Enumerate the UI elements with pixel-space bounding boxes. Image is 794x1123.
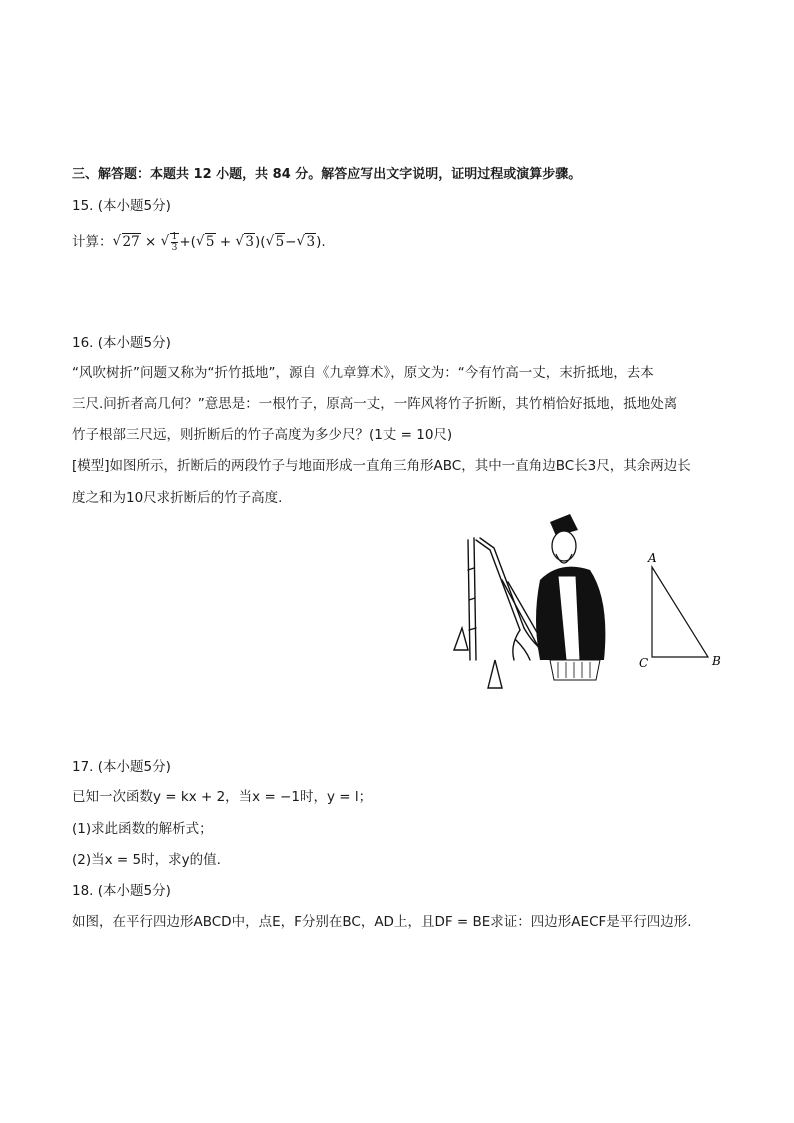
q17-line2: (1)求此函数的解析式； bbox=[72, 821, 213, 837]
q18-header: 18. (本小题5分) bbox=[72, 883, 171, 899]
right-triangle bbox=[652, 567, 708, 657]
triangle-abc-diagram bbox=[630, 545, 730, 675]
section-title: 三、解答题：本题共 12 小题，共 84 分。解答应写出文字说明，证明过程或演算步骤。 bbox=[72, 167, 582, 182]
scholar-figure bbox=[536, 514, 605, 680]
sqrt-one-third: √ $\frac{1}{3}$ bbox=[160, 232, 178, 253]
q15-header: 15. (本小题5分) bbox=[72, 198, 171, 214]
sqrt-27: √ 27 bbox=[112, 233, 140, 250]
q17-header: 17. (本小题5分) bbox=[72, 759, 171, 775]
q15-minus: − bbox=[285, 234, 297, 250]
broken-bamboo bbox=[476, 540, 520, 630]
q15-mid: )( bbox=[255, 234, 266, 250]
times-sign: × bbox=[144, 234, 157, 250]
q16-line4: [模型]如图所示，折断后的两段竹子与地面形成一直角三角形ABC，其中一直角边BC长3尺，其余两边长 bbox=[72, 458, 691, 474]
vertex-a-label: A bbox=[648, 551, 657, 565]
sqrt-5b: √ 5 bbox=[265, 233, 285, 250]
q15-prefix: 计算： bbox=[72, 234, 113, 250]
q15-expression bbox=[72, 232, 326, 253]
q17-line3: (2)当x = 5时，求y的值. bbox=[72, 852, 221, 868]
q15-plus-open: +( bbox=[179, 234, 196, 250]
bamboo-sprout bbox=[454, 628, 468, 650]
sqrt-3b: √ 3 bbox=[296, 233, 316, 250]
q16-line1: “风吹树折”问题又称为“折竹抵地”，源自《九章算术》，原文为：“今有竹高一丈，末折抵地，去本 bbox=[72, 365, 654, 381]
q17-line1: 已知一次函数y = kx + 2，当x = −1时，y = l； bbox=[72, 789, 373, 805]
vertex-b-label: B bbox=[712, 654, 721, 668]
q16-header: 16. (本小题5分) bbox=[72, 335, 171, 351]
vertex-c-label: C bbox=[639, 656, 649, 670]
q15-end: ). bbox=[316, 234, 326, 250]
q16-line5: 度之和为10尺求折断后的竹子高度. bbox=[72, 490, 283, 506]
scholar-bamboo-illustration bbox=[440, 510, 625, 690]
q16-line2: 三尺.问折者高几何？”意思是：一根竹子，原高一丈，一阵风将竹子折断，其竹梢恰好抵地，抵地处离 bbox=[72, 396, 678, 412]
q18-line1: 如图，在平行四边形ABCD中，点E，F分别在BC，AD上，且DF = BE求证：四边形AECF是平行四边形. bbox=[72, 914, 692, 930]
sqrt-5a: √ 5 bbox=[195, 233, 215, 250]
q15-plus: + bbox=[215, 234, 236, 250]
q16-line3: 竹子根部三尺远，则折断后的竹子高度为多少尺？(1丈 = 10尺) bbox=[72, 427, 453, 443]
sqrt-3a: √ 3 bbox=[235, 233, 255, 250]
